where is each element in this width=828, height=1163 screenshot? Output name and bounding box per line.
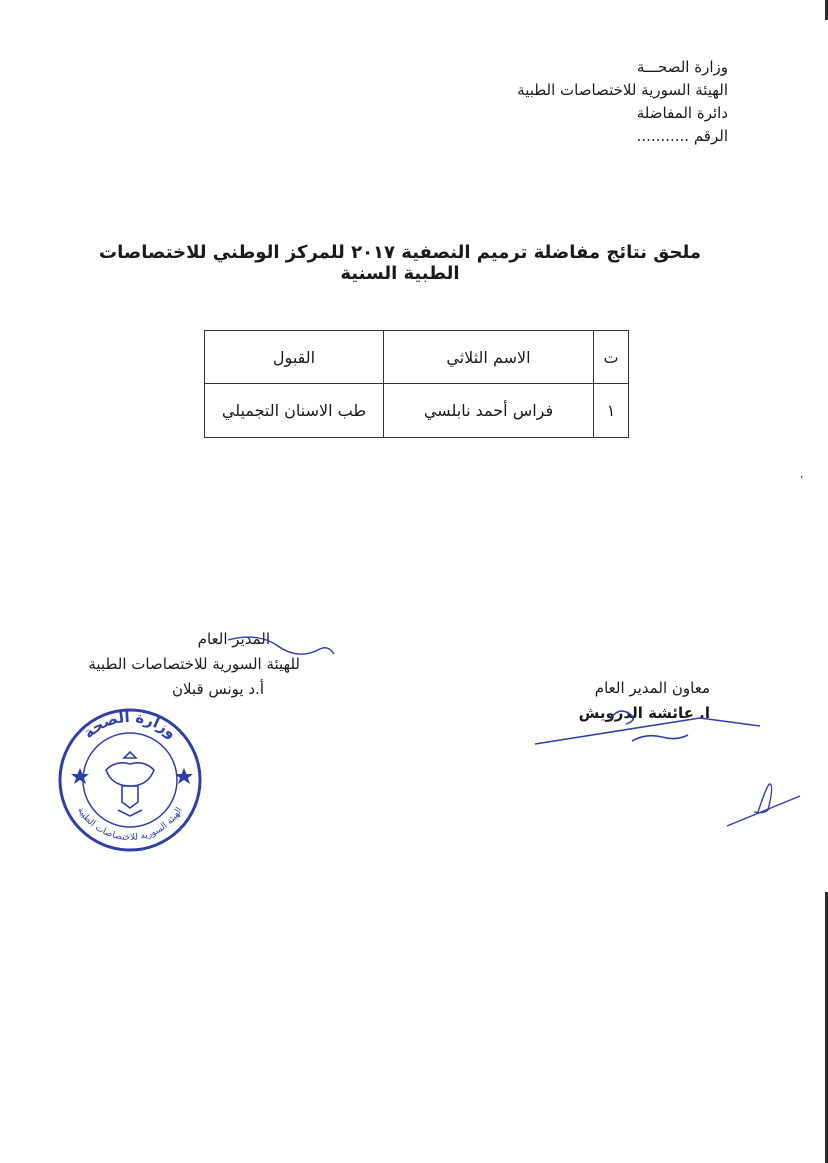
director-role: المدير العام xyxy=(197,630,270,648)
eagle-emblem-icon xyxy=(106,752,154,816)
board-name: الهيئة السورية للاختصاصات الطبية xyxy=(517,81,728,99)
cell-name: فراس أحمد نابلسي xyxy=(384,384,594,438)
director-org: للهيئة السورية للاختصاصات الطبية xyxy=(88,655,300,673)
col-header-name: الاسم الثلاثي xyxy=(384,331,594,384)
director-name: أ.د يونس قبلان xyxy=(171,680,264,698)
col-header-number: ت xyxy=(594,331,629,384)
deputy-name: ا. عائشة الدرويش xyxy=(578,704,710,722)
official-stamp xyxy=(60,708,200,850)
col-header-acceptance: القبول xyxy=(205,331,384,384)
director-signature-stroke xyxy=(228,637,334,654)
reference-number: الرقم ........... xyxy=(636,127,728,145)
star-icon xyxy=(71,768,89,784)
cell-number: ١ xyxy=(594,384,629,438)
cell-acceptance: طب الاسنان التجميلي xyxy=(205,384,384,438)
deputy-role: معاون المدير العام xyxy=(594,679,710,697)
scan-speck: ، xyxy=(800,470,804,481)
department-name: دائرة المفاضلة xyxy=(636,104,728,122)
deputy-signature-ink xyxy=(535,711,760,744)
stamp-bottom-text: الهيئة السورية للاختصاصات الطبية xyxy=(75,805,185,844)
stamp-top-text: وزارة الصحة xyxy=(79,707,181,743)
ministry-name: وزارة الصحـــة xyxy=(636,58,728,76)
document-title: ملحق نتائج مفاضلة ترميم النصفية ٢٠١٧ للمركز الوطني للاختصاصات الطبية السنية xyxy=(99,242,701,284)
margin-initials-ink xyxy=(727,784,800,826)
